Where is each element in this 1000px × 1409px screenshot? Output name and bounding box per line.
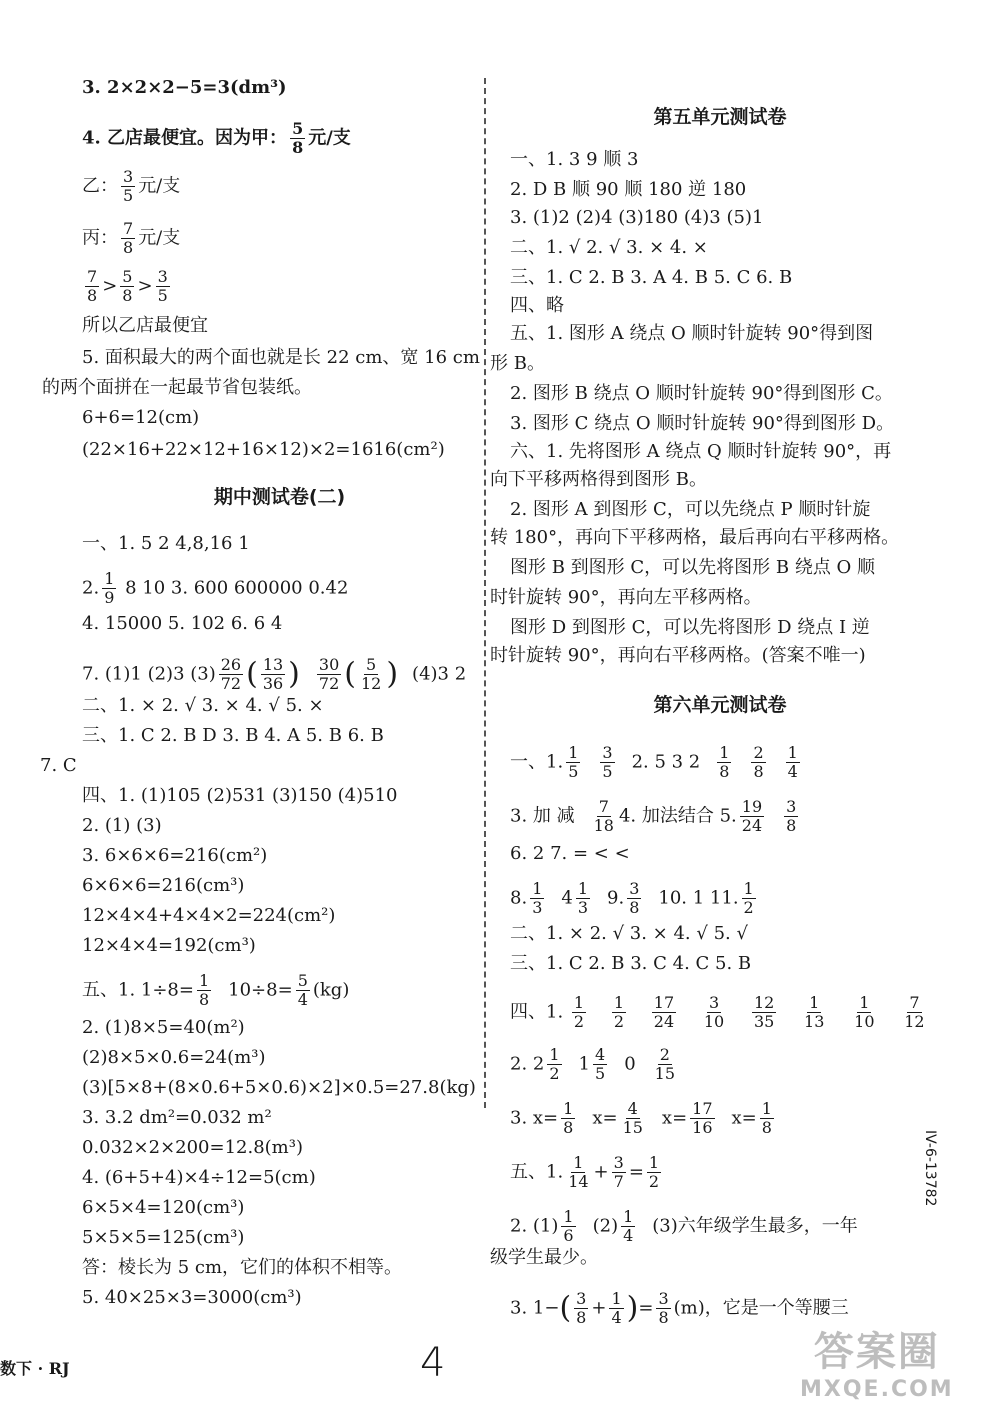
line: 一、1. $\frac{1}{5}$ $\frac{3}{5}$ 2. 5 3 2 $\frac{1}{8}$ $\frac{2}{8}$ $\frac{1}{4}$ bbox=[510, 743, 798, 781]
line: 形 B。 bbox=[490, 353, 545, 374]
line: 12×4×4+4×4×2=224(cm²) bbox=[82, 905, 336, 926]
line: 3. (1)2 (2)4 (3)180 (4)3 (5)1 bbox=[510, 207, 764, 228]
watermark-title: 答案圈 bbox=[813, 1329, 940, 1375]
line: (22×16+22×12+16×12)×2=1616(cm²) bbox=[82, 439, 445, 460]
line: 3. 图形 C 绕点 O 顺时针旋转 90°得到图形 D。 bbox=[510, 413, 895, 434]
line: 答：棱长为 5 cm，它们的体积不相等。 bbox=[82, 1257, 403, 1278]
line: (3)[5×8+(8×0.6+5×0.6)×2]×0.5=27.8(kg) bbox=[82, 1077, 476, 1098]
line: 2. (1) (3) bbox=[82, 815, 162, 836]
line: 5. 40×25×3=3000(cm³) bbox=[82, 1287, 302, 1308]
line: 二、1. √ 2. √ 3. × 4. × bbox=[510, 237, 708, 258]
line: 乙： $\frac{3}{5}$ 元/支 bbox=[82, 167, 181, 205]
section-heading: 期中测试卷(二) bbox=[213, 486, 346, 508]
line: 图形 B 到图形 C，可以先将图形 B 绕点 O 顺 bbox=[510, 557, 876, 578]
section-heading: 第六单元测试卷 bbox=[653, 694, 787, 716]
line: 五、1. 1÷8= $\frac{1}{8}$ 10÷8= $\frac{5}{4}$ (kg) bbox=[82, 971, 350, 1009]
line: 5×5×5=125(cm³) bbox=[82, 1227, 245, 1248]
line: 五、1. $\frac{1}{14}$ + $\frac{3}{7}$ = $\frac{1}{2}$ bbox=[510, 1153, 660, 1191]
footer-grade-label: 数下 · RJ bbox=[0, 1359, 70, 1378]
line: 2. D B 顺 90 顺 180 逆 180 bbox=[510, 179, 747, 200]
line: 所以乙店最便宜 bbox=[82, 315, 208, 336]
line: 3. x= $\frac{1}{8}$ x= $\frac{4}{15}$ x= $\frac{17}{16}$ x= $\frac{1}{8}$ bbox=[510, 1099, 772, 1137]
line: 图形 D 到图形 C，可以先将图形 D 绕点 I 逆 bbox=[510, 617, 870, 638]
line: 二、1. × 2. √ 3. × 4. √ 5. √ bbox=[510, 923, 748, 944]
line: 2. $\frac{1}{9}$ 8 10 3. 600 600000 0.42 bbox=[82, 569, 349, 607]
page-number: 4 bbox=[420, 1340, 446, 1386]
line: 6×5×4=120(cm³) bbox=[82, 1197, 245, 1218]
line: 6. 2 7. = < < bbox=[510, 843, 630, 864]
line: 8. $\frac{1}{3}$ 4 $\frac{1}{3}$ 9. $\frac{3}{8}$ 10. 1 11. $\frac{1}{2}$ bbox=[510, 879, 754, 917]
line: 级学生最少。 bbox=[490, 1247, 598, 1268]
line: $\frac{7}{8}$ > $\frac{5}{8}$ > $\frac{3}{5}$ bbox=[87, 267, 168, 305]
line: 12×4×4=192(cm³) bbox=[82, 935, 256, 956]
section-heading: 第五单元测试卷 bbox=[653, 106, 787, 128]
line: 的两个面拼在一起最节省包装纸。 bbox=[42, 377, 312, 398]
line: 3. 加 减 $\frac{7}{18}$ 4. 加法结合 5. $\frac{19}{24}$ $\frac{3}{8}$ bbox=[510, 797, 797, 835]
line: 0.032×2×200=12.8(m³) bbox=[82, 1137, 303, 1158]
line: 六、1. 先将图形 A 绕点 Q 顺时针旋转 90°，再 bbox=[510, 441, 892, 462]
line: 7. C bbox=[40, 755, 77, 776]
fraction: $\frac{7}{8}$ bbox=[123, 219, 134, 257]
line: 4. 乙店最便宜。因为甲： $\frac{5}{8}$ 元/支 bbox=[82, 119, 351, 157]
line: (2)8×5×0.6=24(m³) bbox=[82, 1047, 266, 1068]
line: 4. 15000 5. 102 6. 6 4 bbox=[82, 613, 283, 634]
line: 3. 2×2×2−5=3(dm³) bbox=[82, 77, 287, 98]
line: 2. 图形 A 到图形 C，可以先绕点 P 顺时针旋 bbox=[510, 499, 871, 520]
line: 三、1. C 2. B 3. A 4. B 5. C 6. B bbox=[510, 267, 793, 288]
line: 四、1. $\frac{1}{2}$ $\frac{1}{2}$ $\frac{17}{24}$ $\frac{3}{10}$ $\frac{12}{35}$ $\frac{1}{13}$ $\frac{1}{10}$ $\frac{7}{12}$ bbox=[510, 993, 925, 1031]
line: 7. (1)1 (2)3 (3) $\frac{26}{72}$ ( $\frac{13}{36}$ ) $\frac{30}{72}$ ( $\frac{5}{12}$ ) (4)3 2 bbox=[82, 655, 467, 693]
line: 2. 图形 B 绕点 O 顺时针旋转 90°得到图形 C。 bbox=[510, 383, 893, 404]
line: 3. 3.2 dm²=0.032 m² bbox=[82, 1107, 272, 1128]
line: 五、1. 图形 A 绕点 O 顺时针旋转 90°得到图 bbox=[510, 323, 874, 344]
watermark-url: MXQE.COM bbox=[800, 1377, 954, 1402]
line: 一、1. 5 2 4,8,16 1 bbox=[82, 533, 250, 554]
watermark bbox=[800, 1320, 954, 1402]
line: 时针旋转 90°，再向右平移两格。(答案不唯一) bbox=[490, 645, 866, 666]
line: 三、1. C 2. B D 3. B 4. A 5. B 6. B bbox=[82, 725, 384, 746]
line: 3. 1−( $\frac{3}{8}$ + $\frac{1}{4}$ )= $\frac{3}{8}$ (m)，它是一个等腰三 bbox=[510, 1289, 849, 1327]
line: 5. 面积最大的两个面也就是长 22 cm、宽 16 cm bbox=[82, 347, 480, 368]
column-divider bbox=[484, 78, 486, 1108]
line: 四、1. (1)105 (2)531 (3)150 (4)510 bbox=[82, 785, 398, 806]
line: 四、略 bbox=[510, 295, 564, 316]
line: 6×6×6=216(cm³) bbox=[82, 875, 245, 896]
line: 三、1. C 2. B 3. C 4. C 5. B bbox=[510, 953, 752, 974]
line: 6+6=12(cm) bbox=[82, 407, 200, 428]
line: 一、1. 3 9 顺 3 bbox=[510, 149, 639, 170]
line: 转 180°，再向下平移两格，最后再向右平移两格。 bbox=[490, 527, 900, 548]
line: 2. (1)8×5=40(m²) bbox=[82, 1017, 245, 1038]
fraction: $\frac{5}{8}$ bbox=[292, 119, 304, 157]
line: 向下平移两格得到图形 B。 bbox=[490, 469, 707, 490]
book-code: IV-6-13782 bbox=[922, 1130, 938, 1207]
line: 丙： $\frac{7}{8}$ 元/支 bbox=[82, 219, 181, 257]
line: 4. (6+5+4)×4÷12=5(cm) bbox=[82, 1167, 316, 1188]
line: 3. 6×6×6=216(cm²) bbox=[82, 845, 268, 866]
line: 时针旋转 90°，再向左平移两格。 bbox=[490, 587, 762, 608]
line: 2. 2 $\frac{1}{2}$ 1 $\frac{4}{5}$ 0 $\frac{2}{15}$ bbox=[510, 1045, 675, 1083]
line: 2. (1) $\frac{1}{6}$ (2) $\frac{1}{4}$ (3)六年级学生最多，一年 bbox=[510, 1207, 858, 1245]
fraction: $\frac{3}{5}$ bbox=[123, 167, 134, 205]
line: 二、1. × 2. √ 3. × 4. √ 5. × bbox=[82, 695, 324, 716]
